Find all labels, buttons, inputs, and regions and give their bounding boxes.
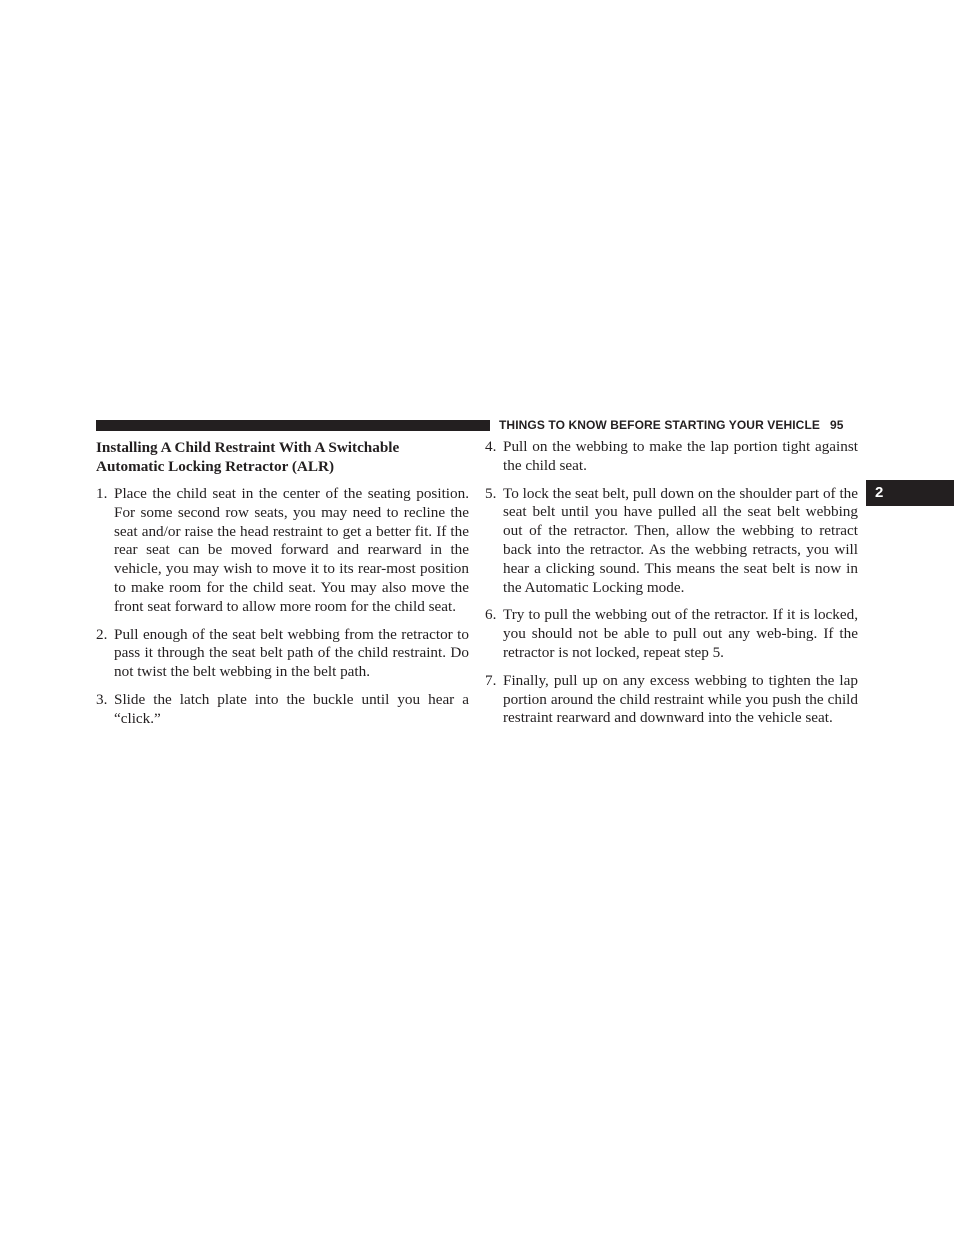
- list-item: [485, 672, 858, 728]
- chapter-tab: 2: [866, 480, 954, 506]
- page-number: 95: [829, 418, 844, 432]
- left-column: [96, 438, 469, 738]
- step-text: Place the child seat in the center of the seating position. For some second row seats, you may need to recline the seat and/or raise the head restraint to get a better fit. If the rear seat can be moved forward and rearward in the vehicle, you may wish to move it to its rear-most position to make room for the child seat. You may also move the front seat forward to allow more room for the child seat.: [114, 485, 469, 615]
- step-number: 4.: [485, 438, 497, 455]
- header-rule: [96, 420, 490, 431]
- list-item: [96, 485, 469, 617]
- list-item: [485, 606, 858, 662]
- list-item: [96, 626, 469, 682]
- section-title: Installing A Child Restraint With A Switchable Automatic Locking Retractor (ALR): [96, 439, 400, 475]
- list-item: [485, 438, 858, 476]
- step-text: To lock the seat belt, pull down on the shoulder part of the seat belt until you have pulled all the seat belt webbing out of the retractor. Then, allow the webbing to retract back into the retractor. As the webbing retracts, you will hear a clicking sound. This means the seat belt is now in the Automatic Locking mode.: [503, 484, 858, 596]
- right-column: [485, 438, 858, 737]
- step-text: Pull on the webbing to make the lap portion tight against the child seat.: [503, 438, 858, 474]
- list-item: [96, 691, 469, 729]
- step-number: 5.: [485, 484, 497, 502]
- list-item: [485, 485, 858, 598]
- step-text: Try to pull the webbing out of the retractor. If it is locked, you should not be able to pull out any web-bing. If the retractor is not locked, repeat step 5.: [503, 606, 858, 661]
- step-number: 7.: [485, 671, 497, 689]
- steps-list-left: [96, 485, 469, 729]
- step-number: 2.: [96, 625, 108, 643]
- step-number: 1.: [96, 485, 108, 502]
- step-text: Pull enough of the seat belt webbing from the retractor to pass it through the seat belt path of the child restraint. Do not twist the belt webbing in the belt path.: [114, 625, 469, 681]
- step-number: 6.: [485, 606, 497, 624]
- running-head: [499, 418, 859, 432]
- step-text: Slide the latch plate into the buckle until you hear a “click.”: [114, 690, 469, 727]
- step-text: Finally, pull up on any excess webbing to tighten the lap portion around the child restraint while you push the child restraint rearward and downward into the vehicle seat.: [503, 671, 858, 727]
- step-number: 3.: [96, 690, 108, 708]
- steps-list-right: [485, 438, 858, 728]
- running-head-title: THINGS TO KNOW BEFORE STARTING YOUR VEHICLE: [499, 418, 820, 432]
